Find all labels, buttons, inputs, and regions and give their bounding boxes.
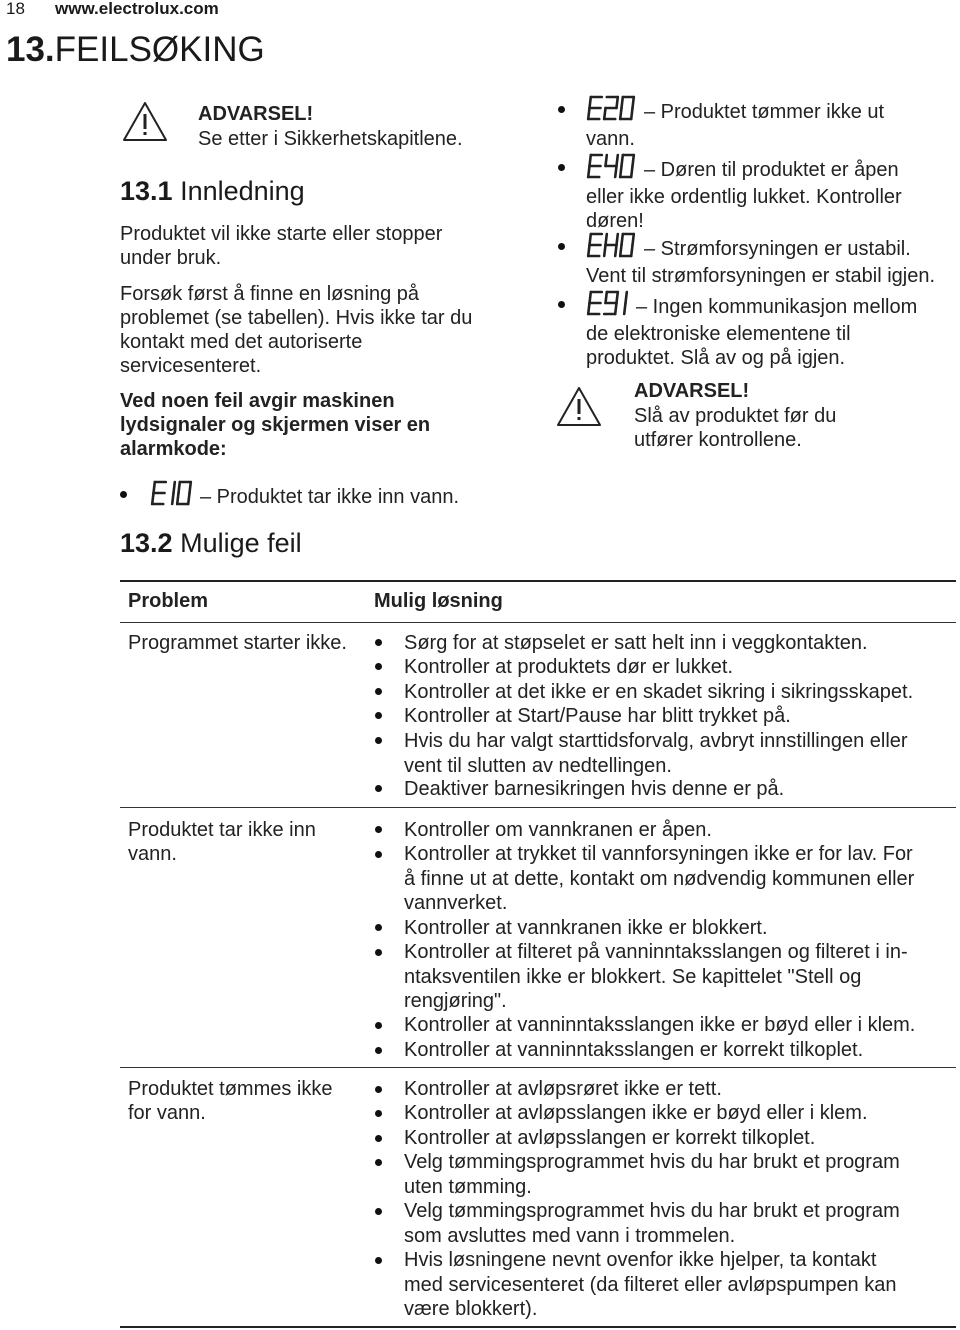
segment-stroke xyxy=(606,292,607,303)
segment-stroke xyxy=(622,155,623,166)
text-line: Kontroller at trykket til vannforsyningen ikke er for lav. For xyxy=(404,843,913,865)
text-line: Kontroller at vanninntaksslangen ikke er bøyd eller i klem. xyxy=(404,1014,916,1036)
seven-segment-code-icon xyxy=(586,232,640,258)
alarm-code-text: Vent til strømforsyningen er stabil igjen. xyxy=(586,265,936,287)
alarm-code-display xyxy=(586,95,640,127)
segment-stroke xyxy=(606,155,607,166)
segment-stroke xyxy=(622,97,623,108)
segment-stroke xyxy=(179,482,180,493)
text-line: Velg tømmingsprogrammet hvis du har brukt et program xyxy=(404,1200,900,1222)
segment-stroke xyxy=(633,155,634,166)
table-header-rule xyxy=(120,622,956,623)
text-line: Kontroller at avløpsslangen er korrekt tilkoplet. xyxy=(404,1127,816,1149)
text-line: med servicesenteret (da filteret eller avløpspumpen kan xyxy=(404,1273,897,1296)
solution-item xyxy=(404,680,952,705)
segment-stroke xyxy=(631,166,632,177)
alarm-code-text: – Produktet tømmer ikke ut xyxy=(644,101,885,123)
text-line: utfører kontrollene. xyxy=(634,429,802,451)
seven-segment-code-icon xyxy=(586,290,632,316)
text-line: Programmet starter ikke. xyxy=(128,632,347,654)
text-line: Kontroller at avløpsrøret ikke er tett. xyxy=(404,1078,722,1100)
segment-stroke xyxy=(615,245,616,256)
alarm-code-display xyxy=(586,232,640,264)
table-top-rule xyxy=(120,580,956,582)
text-line: Produktet tømmes ikke xyxy=(128,1078,333,1100)
alarm-code-item xyxy=(150,480,459,512)
solution-item xyxy=(404,916,952,941)
text-line: Kontroller at Start/Pause har blitt trykket på. xyxy=(404,705,791,727)
text-line: Kontroller at vannkranen ikke er blokkert. xyxy=(404,917,768,939)
intro-paragraph-1 xyxy=(120,222,540,270)
alarm-code-display xyxy=(586,153,640,185)
segment-stroke xyxy=(617,97,618,108)
bullet-dot xyxy=(375,1047,382,1054)
segment-stroke xyxy=(633,234,634,245)
site-url: www.electrolux.com xyxy=(55,0,219,18)
text-line: Kontroller at produktets dør er lukket. xyxy=(404,656,734,678)
intro-paragraph-2 xyxy=(120,282,540,378)
bullet-dot xyxy=(120,491,127,498)
warning-text xyxy=(634,404,836,452)
section-number: 13.2 xyxy=(120,528,173,558)
segment-stroke xyxy=(620,166,621,177)
chapter-title xyxy=(6,30,265,70)
segment-stroke xyxy=(624,303,625,314)
text-line: alarmkode: xyxy=(120,438,227,460)
alarm-code-item xyxy=(586,95,956,151)
text-line: ntaksventilen ikke er blokkert. Se kapittelet "Stell og xyxy=(404,965,862,988)
alarm-code-text: – Produktet tar ikke inn vann. xyxy=(200,486,460,508)
text-line: kontakt med det autoriserte xyxy=(120,331,363,353)
text-line: vann. xyxy=(128,843,177,865)
segment-stroke xyxy=(615,303,616,314)
segment-stroke xyxy=(590,155,591,166)
bullet-dot xyxy=(375,712,382,719)
section-heading-mulige-feil xyxy=(120,528,302,559)
warning-title: ADVARSEL! xyxy=(634,380,750,402)
text-line: Deaktiver barnesikringen hvis denne er på. xyxy=(404,778,785,800)
text-line: å finne ut at dette, kontakt om nødvendig kommunen eller xyxy=(404,867,915,890)
alarm-code-item xyxy=(586,290,956,370)
solution-item xyxy=(404,1101,952,1126)
table-header-solution: Mulig løsning xyxy=(374,590,503,612)
bullet-dot xyxy=(375,949,382,956)
text-line: Kontroller at avløpsslangen ikke er bøyd eller i klem. xyxy=(404,1102,868,1124)
segment-stroke xyxy=(174,482,175,493)
bullet-dot xyxy=(375,1208,382,1215)
bullet-dot xyxy=(558,243,565,250)
section-number: 13.1 xyxy=(120,176,173,206)
text-line: under bruk. xyxy=(120,247,222,269)
bullet-dot xyxy=(558,106,565,113)
warning-icon xyxy=(122,100,168,142)
alarm-code-text: døren! xyxy=(586,210,644,232)
solution-item xyxy=(404,704,952,729)
table-row-rule xyxy=(120,1067,956,1068)
alarm-code-text: – Strømforsyningen er ustabil. xyxy=(644,238,911,260)
text-line: Slå av produktet før du xyxy=(634,405,837,427)
segment-stroke xyxy=(631,108,632,119)
table-cell-problem xyxy=(128,1077,333,1125)
text-line: lydsignaler og skjermen viser en xyxy=(120,414,431,436)
bullet-dot xyxy=(558,301,565,308)
bullet-dot xyxy=(558,164,565,171)
text-line: Kontroller at filteret på vanninntaksslangen og filteret i in- xyxy=(404,941,908,963)
solution-item xyxy=(404,1013,952,1038)
bullet-dot xyxy=(375,1257,382,1264)
warning-icon xyxy=(556,385,602,427)
text-line: vent til slutten av nedtellingen. xyxy=(404,754,672,777)
segment-stroke xyxy=(588,303,589,314)
text-line: Kontroller at det ikke er en skadet sikring i sikringsskapet. xyxy=(404,681,914,703)
table-row-rule xyxy=(120,807,956,808)
bullet-dot xyxy=(375,1159,382,1166)
section-heading-innledning xyxy=(120,176,305,207)
alarm-code-item xyxy=(586,153,956,233)
segment-stroke xyxy=(604,108,605,119)
segment-stroke xyxy=(152,493,153,504)
seven-segment-code-icon xyxy=(586,95,640,121)
text-line: servicesenteret. xyxy=(120,355,262,377)
text-line: for vann. xyxy=(128,1102,206,1124)
alarm-code-text: – Døren til produktet er åpen xyxy=(644,159,899,181)
solution-item xyxy=(404,1248,952,1322)
table-cell-problem xyxy=(128,631,347,655)
alarm-code-display xyxy=(586,290,632,322)
bullet-dot xyxy=(375,1086,382,1093)
segment-stroke xyxy=(620,245,621,256)
segment-stroke xyxy=(590,97,591,108)
bullet-dot xyxy=(375,1110,382,1117)
solution-item xyxy=(404,1126,952,1151)
text-line: som avsluttes med vann i trommelen. xyxy=(404,1224,736,1247)
segment-stroke xyxy=(172,493,173,504)
alarm-code-text: vann. xyxy=(586,128,635,150)
solution-item xyxy=(404,818,952,843)
text-line: Produktet vil ikke starte eller stopper xyxy=(120,223,443,245)
solution-item xyxy=(404,1077,952,1102)
solution-item xyxy=(404,729,952,778)
segment-stroke xyxy=(606,234,607,245)
table-bottom-rule xyxy=(120,1326,956,1328)
alarm-code-text: eller ikke ordentlig lukket. Kontroller xyxy=(586,186,902,208)
section-title: Mulige feil xyxy=(180,528,302,558)
solution-item xyxy=(404,1199,952,1248)
segment-stroke xyxy=(588,245,589,256)
seven-segment-code-icon xyxy=(586,153,640,179)
section-title: Innledning xyxy=(180,176,305,206)
alarm-code-text: de elektroniske elementene til xyxy=(586,323,851,345)
text-line: Ved noen feil avgir maskinen xyxy=(120,390,395,412)
text-line: uten tømming. xyxy=(404,1175,532,1198)
chapter-title-text: FEILSØKING xyxy=(54,30,265,69)
text-line: Hvis du har valgt starttidsforvalg, avbryt innstillingen eller xyxy=(404,730,908,752)
segment-stroke xyxy=(590,234,591,245)
segment-stroke xyxy=(588,108,589,119)
segment-stroke xyxy=(633,97,634,108)
segment-stroke xyxy=(154,482,155,493)
solution-item xyxy=(404,842,952,916)
segment-stroke xyxy=(615,166,616,177)
segment-stroke xyxy=(617,234,618,245)
page-number: 18 xyxy=(6,0,25,18)
bullet-dot xyxy=(375,1022,382,1029)
segment-stroke xyxy=(617,155,618,166)
text-line: Kontroller at vanninntaksslangen er korrekt tilkoplet. xyxy=(404,1039,864,1061)
bullet-dot xyxy=(375,826,382,833)
segment-stroke xyxy=(626,292,627,303)
text-line: Velg tømmingsprogrammet hvis du har brukt et program xyxy=(404,1151,900,1173)
text-line: vannverket. xyxy=(404,892,508,914)
alarm-intro-paragraph xyxy=(120,389,540,461)
text-line: Forsøk først å finne en løsning på xyxy=(120,283,420,305)
solution-item xyxy=(404,655,952,680)
text-line: problemet (se tabellen). Hvis ikke tar du xyxy=(120,307,473,329)
segment-stroke xyxy=(620,108,621,119)
alarm-code-item xyxy=(586,232,956,288)
bullet-dot xyxy=(375,785,382,792)
alarm-code-display xyxy=(150,480,196,512)
bullet-dot xyxy=(375,1135,382,1142)
chapter-number: 13. xyxy=(6,30,55,69)
text-line: Sørg for at støpselet er satt helt inn i veggkontakten. xyxy=(404,632,868,654)
bullet-dot xyxy=(375,737,382,744)
warning-title: ADVARSEL! xyxy=(198,103,314,125)
solution-item xyxy=(404,1150,952,1199)
alarm-code-text: produktet. Slå av og på igjen. xyxy=(586,347,846,369)
solution-item xyxy=(404,777,952,802)
text-line: Hvis løsningene nevnt ovenfor ikke hjelper, ta kontakt xyxy=(404,1249,877,1271)
solution-item xyxy=(404,1038,952,1063)
segment-stroke xyxy=(604,245,605,256)
text-line: være blokkert). xyxy=(404,1298,538,1320)
segment-stroke xyxy=(631,245,632,256)
segment-stroke xyxy=(617,292,618,303)
text-line: rengjøring". xyxy=(404,990,507,1012)
warning-text: Se etter i Sikkerhetskapitlene. xyxy=(198,128,463,150)
segment-stroke xyxy=(590,292,591,303)
seven-segment-code-icon xyxy=(150,480,196,506)
bullet-dot xyxy=(375,663,382,670)
alarm-code-text: – Ingen kommunikasjon mellom xyxy=(636,296,918,318)
bullet-dot xyxy=(375,688,382,695)
segment-stroke xyxy=(622,234,623,245)
bullet-dot xyxy=(375,924,382,931)
bullet-dot xyxy=(375,851,382,858)
segment-stroke xyxy=(190,482,191,493)
text-line: Kontroller om vannkranen er åpen. xyxy=(404,819,712,841)
table-cell-problem xyxy=(128,818,316,866)
segment-stroke xyxy=(177,493,178,504)
solution-item xyxy=(404,631,952,656)
table-header-problem: Problem xyxy=(128,590,209,612)
solution-item xyxy=(404,940,952,1014)
segment-stroke xyxy=(188,493,189,504)
bullet-dot xyxy=(375,639,382,646)
text-line: Produktet tar ikke inn xyxy=(128,819,316,841)
segment-stroke xyxy=(588,166,589,177)
